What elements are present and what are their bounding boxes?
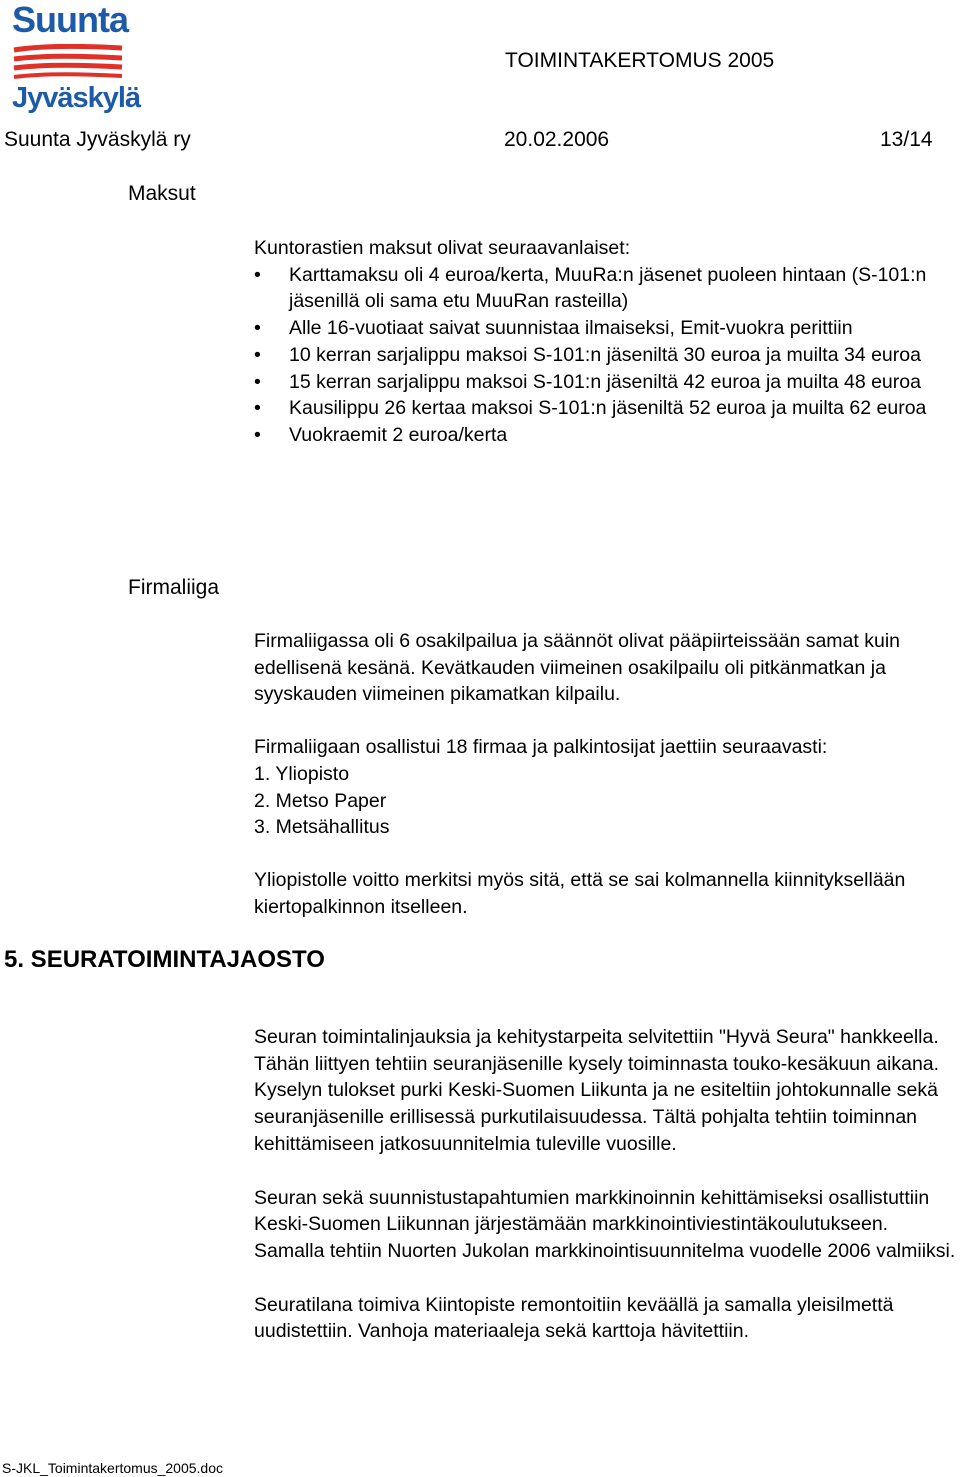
maksut-bullet-list bbox=[254, 262, 959, 449]
seura-paragraph: Seuratilana toimiva Kiintopiste remontoitiin keväällä ja samalla yleisilmettä uudistettiin. Vanhoja materiaaleja sekä karttoja hävitettiin. bbox=[254, 1293, 894, 1343]
maksut-content bbox=[254, 235, 959, 449]
firmaliiga-paragraph: Firmaliigassa oli 6 osakilpailua ja säännöt olivat pääpiirteissään samat kuin edellisenä kesänä. Kevätkauden viimeinen osakilpailu oli pitkänmatkan ja syyskauden viimeinen pikamatkan kilpailu. bbox=[254, 630, 901, 706]
list-item: • Kausilippu 26 kertaa maksoi S-101:n jäseniltä 52 euroa ja muilta 62 euroa bbox=[254, 395, 959, 422]
page-number: 13/14 bbox=[880, 128, 933, 151]
seura-paragraph: Seuran sekä suunnistustapahtumien markkinoinnin kehittämiseksi osallistuttiin Keski-Suomen Liikunnan järjestämään markkinointiviestintäkoulutukseen. Samalla tehtiin Nuorten Jukolan markkinointisuunnitelma vuodelle 2006 valmiiksi. bbox=[254, 1186, 956, 1262]
document-date: 20.02.2006 bbox=[504, 128, 610, 151]
firmaliiga-paragraph: Yliopistolle voitto merkitsi myös sitä, että se sai kolmannella kiinnityksellään kiertopalkinnon itselleen. bbox=[254, 868, 906, 918]
list-item: • 15 kerran sarjalippu maksoi S-101:n jäseniltä 42 euroa ja muilta 48 euroa bbox=[254, 369, 959, 396]
logo-text-suunta: Suunta bbox=[12, 0, 128, 40]
seura-paragraph: Seuran toimintalinjauksia ja kehitystarpeita selvitettiin "Hyvä Seura" hankkeella. Tähän liittyen tehtiin seuranjäsenille kysely toiminnasta touko-kesäkuun aikana. Kyselyn tulokset purki Keski-Suomen Liikunta ja ne esiteltiin johtokunnalle sekä seuranjäsenille erillisessä purkutilaisuudessa. Tältä pohjalta tehtiin toiminnan kehittämiseen jatkosuunnitelmia tuleville vuosille. bbox=[254, 1026, 940, 1155]
result-item: 3. Metsähallitus bbox=[254, 816, 390, 839]
list-item: • Karttamaksu oli 4 euroa/kerta, MuuRa:n jäsenet puoleen hintaan (S-101:n jäsenillä oli sama etu MuuRan rasteilla) bbox=[254, 262, 959, 315]
firmaliiga-results-intro: Firmaliigaan osallistui 18 firmaa ja palkintosijat jaettiin seuraavasti: bbox=[254, 736, 828, 759]
logo-stripes-graphic bbox=[12, 44, 124, 80]
result-item: 2. Metso Paper bbox=[254, 789, 387, 812]
document-title: TOIMINTAKERTOMUS 2005 bbox=[505, 49, 775, 72]
logo-text-jyvaskyla: Jyväskylä bbox=[12, 82, 141, 114]
list-item: • 10 kerran sarjalippu maksoi S-101:n jäseniltä 30 euroa ja muilta 34 euroa bbox=[254, 342, 959, 369]
seura-content bbox=[254, 1024, 959, 1345]
organization-name: Suunta Jyväskylä ry bbox=[4, 128, 191, 151]
section-label-maksut: Maksut bbox=[128, 182, 196, 205]
result-item: 1. Yliopisto bbox=[254, 762, 350, 785]
list-item: • Vuokraemit 2 euroa/kerta bbox=[254, 422, 959, 449]
section-heading-seuratoimintajaosto: 5. SEURATOIMINTAJAOSTO bbox=[4, 946, 325, 973]
list-item: • Alle 16-vuotiaat saivat suunnistaa ilmaiseksi, Emit-vuokra perittiin bbox=[254, 315, 959, 342]
firmaliiga-content bbox=[254, 628, 959, 920]
footer-filename: S-JKL_Toimintakertomus_2005.doc bbox=[2, 1460, 224, 1476]
section-label-firmaliiga: Firmaliiga bbox=[128, 576, 220, 599]
maksut-intro: Kuntorastien maksut olivat seuraavanlaiset: bbox=[254, 237, 631, 259]
